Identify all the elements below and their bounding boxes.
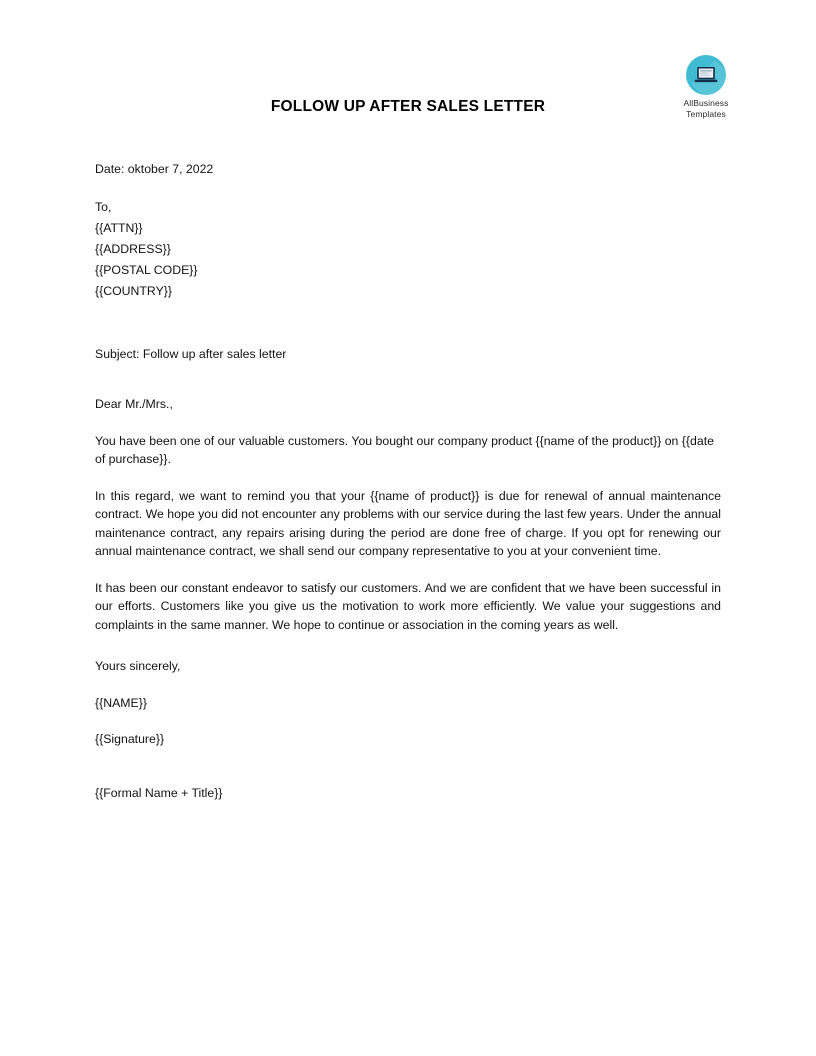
paragraph-1: You have been one of our valuable customers. You bought our company product {{name of the product}} on {{date of purchase}}. [95, 433, 714, 466]
paragraph-3: It has been our constant endeavor to satisfy our customers. And we are confident that we have been successful in our efforts. Customers like you give us the motivation to work more efficiently. We value your suggestions and complaints in the same manner. We hope to continue or association in the coming years as well. [95, 580, 721, 632]
date-line: Date: oktober 7, 2022 [95, 162, 214, 176]
logo-text-line-1: AllBusiness [683, 98, 729, 108]
letter-body [95, 160, 721, 802]
subject-line: Subject: Follow up after sales letter [95, 346, 287, 361]
closing-line: Yours sincerely, [95, 659, 181, 673]
formal-name-title-placeholder: {{Formal Name + Title}} [95, 785, 223, 800]
paragraph-2: In this regard, we want to remind you that your {{name of product}} is due for renewal of annual maintenance contract. We hope you did not encounter any problems with our service during the last few years. Under the annual maintenance contract, any repairs arising during the period are done free of charge. If you opt for renewing our annual maintenance contract, we shall send our company representative to you at your convenient time. [95, 488, 721, 558]
address-line-attn: {{ATTN}} [95, 220, 143, 235]
address-line-to: To, [95, 199, 112, 214]
signature-placeholder: {{Signature}} [95, 732, 165, 746]
laptop-icon [694, 66, 718, 84]
address-line-street: {{ADDRESS}} [95, 241, 171, 256]
recipient-address-block [95, 197, 721, 302]
salutation: Dear Mr./Mrs., [95, 397, 173, 411]
address-line-postal-code: {{POSTAL CODE}} [95, 262, 198, 277]
logo-circle [686, 55, 726, 95]
signer-name-placeholder: {{NAME}} [95, 695, 147, 710]
page-title: FOLLOW UP AFTER SALES LETTER [270, 98, 546, 115]
address-line-country: {{COUNTRY}} [95, 283, 173, 298]
logo-text-line-2: Templates [686, 108, 726, 119]
